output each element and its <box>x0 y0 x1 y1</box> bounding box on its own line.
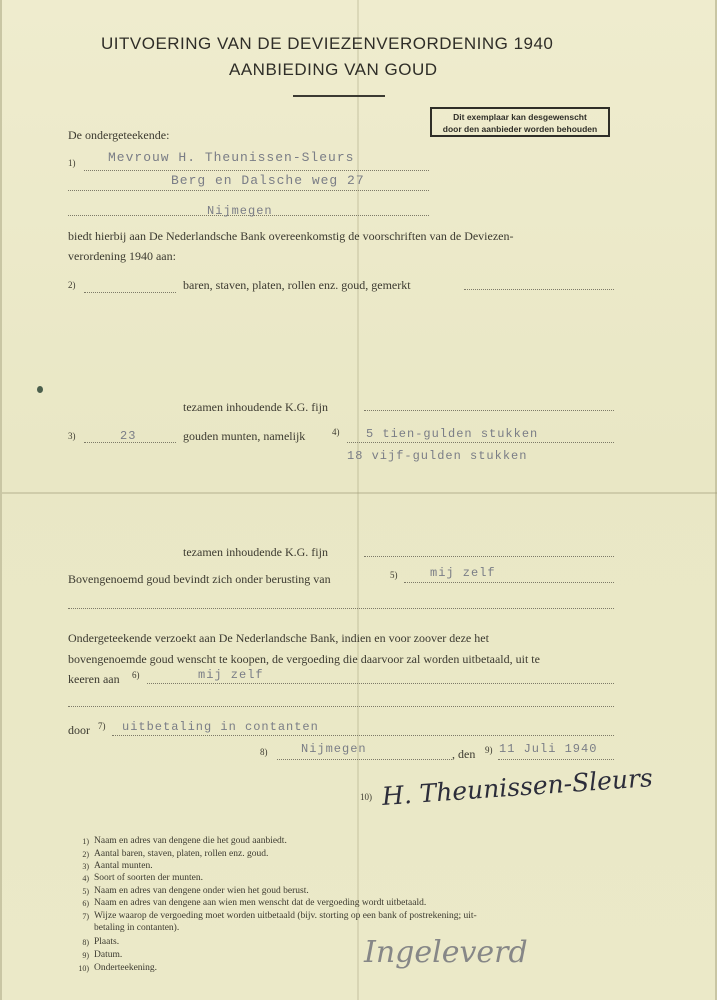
footnote-ref: 2) <box>68 280 76 290</box>
footnote-text: Naam en adres van dengene die het goud aanbiedt. <box>94 836 287 846</box>
footnote-ref: 8) <box>260 747 268 757</box>
fold-line <box>357 0 359 1000</box>
handwritten-note: Ingeleverd <box>364 935 528 970</box>
address-value: Berg en Dalsche weg 27 <box>171 173 365 188</box>
footnote-ref: 1) <box>68 158 76 168</box>
footnote-number: 6) <box>82 899 89 908</box>
custody-label: Bovengenoemd goud bevindt zich onder berusting van <box>68 572 331 586</box>
footnote-ref: 6) <box>132 670 140 680</box>
intro-label: De ondergeteekende: <box>68 128 170 142</box>
footnote-text: Plaats. <box>94 937 120 947</box>
offer-text: verordening 1940 aan: <box>68 249 176 263</box>
footnote-text: Datum. <box>94 950 123 960</box>
stamp-line: Dit exemplaar kan desgewenscht <box>453 112 587 122</box>
footnote-text: Naam en adres van dengene onder wien het goud berust. <box>94 886 309 896</box>
coins-label: gouden munten, namelijk <box>183 429 306 443</box>
coins-count-value: 23 <box>120 429 137 443</box>
footnote-number: 8) <box>82 938 89 947</box>
ink-spot <box>37 386 43 393</box>
date-label: , den <box>452 747 476 761</box>
footnote-text: Naam en adres van dengene aan wien men wenscht dat de vergoeding wordt uitbetaald. <box>94 898 427 908</box>
fine-weight-line <box>364 410 614 411</box>
footnote-text: Aantal baren, staven, platen, rollen enz. goud. <box>94 849 269 859</box>
footnote-text: Wijze waarop de vergoeding moet worden uitbetaald (bijv. storting op een bank of postrekening; uit- <box>94 911 477 921</box>
footnote-number: 3) <box>82 862 89 871</box>
footnote-number: 4) <box>82 874 89 883</box>
footnote-number: 5) <box>82 887 89 896</box>
retention-stamp <box>430 107 610 137</box>
stamp-line: door den aanbieder worden behouden <box>442 124 598 134</box>
method-value: uitbetaling in contanten <box>122 720 319 734</box>
footnote-ref: 4) <box>332 427 340 437</box>
footnote-number: 9) <box>82 951 89 960</box>
fold-line <box>2 492 717 494</box>
footnote-ref: 9) <box>485 745 493 755</box>
request-text: bovengenoemde goud wenscht te koopen, de vergoeding die daarvoor zal worden uitbetaald, uit te <box>68 652 540 666</box>
footnote-text: betaling in contanten). <box>94 923 180 933</box>
request-text: Ondergeteekende verzoekt aan De Nederlandsche Bank, indien en voor zoover deze het <box>68 631 489 645</box>
fine-weight-line <box>364 556 614 557</box>
footnote-text: Onderteekening. <box>94 963 158 973</box>
fine-weight-label: tezamen inhoudende K.G. fijn <box>183 545 328 559</box>
request-text: keeren aan <box>68 672 120 686</box>
place-value: Nijmegen <box>301 742 367 756</box>
coins-type-value: 5 tien-gulden stukken <box>366 427 539 441</box>
bars-mark-line <box>464 289 614 290</box>
footnote-ref: 7) <box>98 721 106 731</box>
date-value: 11 Juli 1940 <box>499 742 598 756</box>
method-line <box>112 735 614 736</box>
title-rule <box>293 95 385 97</box>
footnote-text: Aantal munten. <box>94 861 153 871</box>
signature: H. Theunissen-Sleurs <box>380 763 654 811</box>
bars-label: baren, staven, platen, rollen enz. goud, gemerkt <box>183 278 411 292</box>
footnote-text: Soort of soorten der munten. <box>94 873 203 883</box>
footnote-number: 7) <box>82 912 89 921</box>
footnote-ref: 5) <box>390 570 398 580</box>
bars-count-line <box>84 292 176 293</box>
payee-value: mij zelf <box>198 668 264 682</box>
custody-line-2 <box>68 608 614 609</box>
method-label: door <box>68 723 90 737</box>
footnote-ref: 3) <box>68 431 76 441</box>
footnote-number: 2) <box>82 850 89 859</box>
city-value: Nijmegen <box>207 204 273 218</box>
form-subtitle: AANBIEDING VAN GOUD <box>229 60 438 79</box>
footnote-ref: 10) <box>360 792 372 802</box>
address-line <box>68 190 429 191</box>
offer-text: biedt hierbij aan De Nederlandsche Bank overeenkomstig de voorschriften van de Deviezen- <box>68 229 514 243</box>
payee-line <box>147 683 614 684</box>
payee-line-2 <box>68 706 614 707</box>
fine-weight-label: tezamen inhoudende K.G. fijn <box>183 400 328 414</box>
custody-value: mij zelf <box>430 566 496 580</box>
name-line <box>84 170 429 171</box>
footnote-number: 10) <box>78 964 89 973</box>
footnote-number: 1) <box>82 837 89 846</box>
form-title: UITVOERING VAN DE DEVIEZENVERORDENING 1940 <box>101 34 554 53</box>
place-line <box>277 759 452 760</box>
custody-line <box>404 582 614 583</box>
date-line <box>498 759 614 760</box>
name-value: Mevrouw H. Theunissen-Sleurs <box>108 150 355 165</box>
coins-type-line <box>347 442 614 443</box>
coins-type-value: 18 vijf-gulden stukken <box>347 449 528 463</box>
